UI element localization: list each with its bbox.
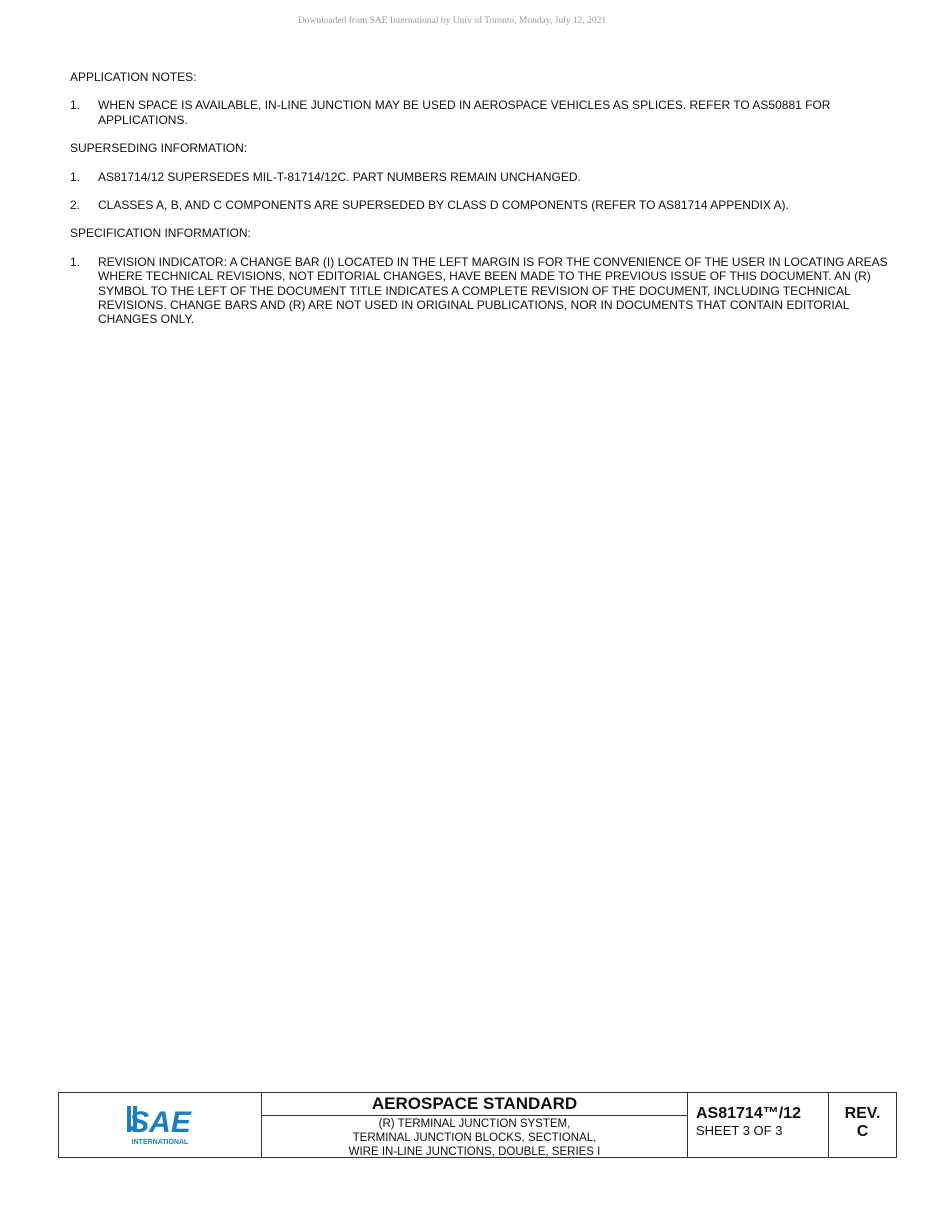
superseding-information-heading: SUPERSEDING INFORMATION: — [70, 141, 248, 156]
revision-label: REV. — [844, 1105, 881, 1122]
item-text: REVISION INDICATOR: A CHANGE BAR (I) LOCATED IN THE LEFT MARGIN IS FOR THE CONVENIENCE OF THE USER IN LOCATING AREAS WHERE TECHNICAL REVISIONS, NOT EDITORIAL CHANGES, HAVE BEEN MADE TO THE PREVIOUS ISSUE OF THIS DOCUMENT. AN (R) SYMBOL TO THE LEFT OF THE DOCUMENT TITLE INDICATES A COMPLETE REVISION OF THE DOCUMENT, INCLUDING TECHNICAL REVISIONS. CHANGE BARS AND (R) ARE NOT USED IN ORIGINAL PUBLICATIONS, NOR IN DOCUMENTS THAT CONTAIN EDITORIAL CHANGES ONLY. — [98, 254, 888, 327]
superseding-item — [70, 198, 890, 212]
document-number-cell — [688, 1093, 829, 1157]
revision-value: C — [856, 1123, 869, 1140]
item-number: 1. — [70, 98, 81, 113]
document-body — [70, 70, 890, 341]
title-cell — [262, 1093, 688, 1157]
item-text: AS81714/12 SUPERSEDES MIL-T-81714/12C. PART NUMBERS REMAIN UNCHANGED. — [98, 169, 581, 184]
document-number: AS81714™/12 — [696, 1105, 801, 1122]
sae-logo — [125, 1103, 195, 1147]
item-number: 2. — [70, 198, 81, 213]
specification-information-heading: SPECIFICATION INFORMATION: — [70, 226, 251, 241]
svg-text:SAE: SAE — [129, 1106, 191, 1139]
title-line: (R) TERMINAL JUNCTION SYSTEM, — [378, 1118, 571, 1130]
item-number: 1. — [70, 169, 81, 184]
title-line: TERMINAL JUNCTION BLOCKS, SECTIONAL, — [352, 1132, 597, 1144]
svg-text:INTERNATIONAL: INTERNATIONAL — [131, 1139, 189, 1146]
item-text: WHEN SPACE IS AVAILABLE, IN-LINE JUNCTION MAY BE USED IN AEROSPACE VEHICLES AS SPLICES. REFER TO AS50881 FOR APPLICATIONS. — [98, 98, 831, 127]
title-line: WIRE IN-LINE JUNCTIONS, DOUBLE, SERIES I — [348, 1146, 601, 1158]
item-number: 1. — [70, 254, 81, 269]
revision-cell — [829, 1093, 896, 1157]
application-note-item — [70, 98, 890, 127]
download-watermark: Downloaded from SAE International by Univ of Toronto, Monday, July 12, 2021 — [297, 16, 607, 26]
item-text: CLASSES A, B, AND C COMPONENTS ARE SUPERSEDED BY CLASS D COMPONENTS (REFER TO AS81714 APPENDIX A). — [98, 198, 789, 213]
application-notes-heading: APPLICATION NOTES: — [70, 70, 197, 84]
superseding-item — [70, 170, 890, 184]
title-block — [58, 1092, 897, 1158]
specification-item — [70, 255, 890, 327]
standard-label: AEROSPACE STANDARD — [262, 1093, 687, 1116]
sheet-number: SHEET 3 OF 3 — [696, 1123, 783, 1138]
logo-cell — [59, 1093, 262, 1157]
document-title — [262, 1116, 687, 1159]
